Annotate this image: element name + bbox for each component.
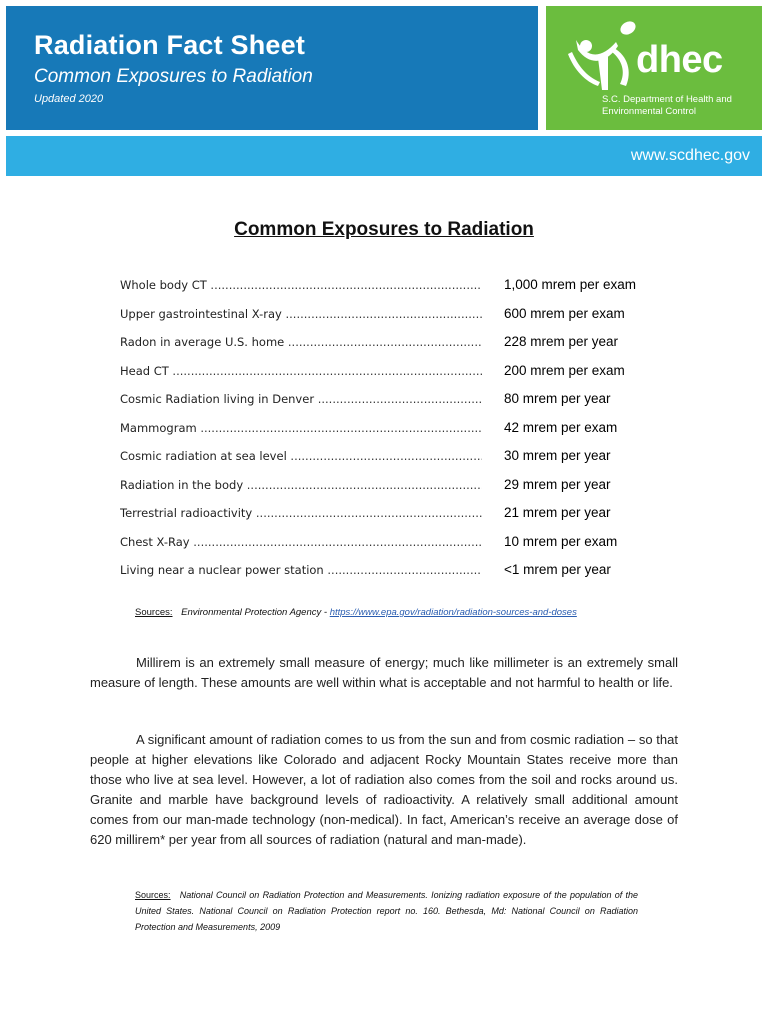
page-subtitle: Common Exposures to Radiation bbox=[34, 66, 313, 87]
exposure-dose: 29 mrem per year bbox=[504, 476, 611, 492]
sources-text: National Council on Radiation Protection and Measurements. Ionizing radiation exposure of the population of the United States. National Council on Radiation Protection report no. 160. Bethesda, Md: National Council on Radiation Protection and Measurements, 2009 bbox=[135, 890, 638, 932]
agency-line-2: Environmental Control bbox=[602, 106, 696, 117]
exposure-row bbox=[120, 535, 680, 564]
exposure-row bbox=[120, 364, 680, 393]
exposure-label: Chest X-Ray ..... bbox=[120, 535, 482, 549]
exposure-row bbox=[120, 449, 680, 478]
updated-date: Updated 2020 bbox=[34, 93, 104, 105]
dhec-palmetto-figure-icon bbox=[568, 20, 638, 92]
exposure-row bbox=[120, 506, 680, 535]
exposure-dose: 10 mrem per exam bbox=[504, 533, 618, 549]
exposure-row bbox=[120, 307, 680, 336]
page-title: Radiation Fact Sheet bbox=[34, 30, 306, 60]
exposure-dose: 21 mrem per year bbox=[504, 505, 611, 520]
exposure-dose: 42 mrem per exam bbox=[504, 419, 618, 435]
exposure-dose: 228 mrem per year bbox=[504, 334, 619, 349]
paragraph-millirem: Millirem is an extremely small measure of energy; much like millimeter is an extremely small measure of length. These amounts are well within what is acceptable and not harmful to health or life. bbox=[90, 655, 678, 690]
exposure-label: Cosmic Radiation living in Denver ..... bbox=[120, 392, 482, 406]
agency-name bbox=[602, 94, 762, 118]
exposure-dose: 80 mrem per year bbox=[504, 391, 611, 406]
agency-line-1: S.C. Department of Health and bbox=[602, 94, 732, 105]
exposure-row bbox=[120, 335, 680, 364]
sources-ncrp bbox=[135, 887, 638, 935]
exposure-label: Cosmic radiation at sea level ..... bbox=[120, 449, 482, 463]
exposure-label: Mammogram ..... bbox=[120, 421, 482, 435]
paragraph-sources-of-radiation: A significant amount of radiation comes to us from the sun and from cosmic radiation – so that people at higher elevations like Colorado and adjacent Rocky Mountain States receive more than those who live at sea level. However, a lot of radiation also comes from the soil and rocks around us. Granite and marble have background levels of radioactivity. A relatively small additional amount comes from our man-made technology (non-medical). In fact, American’s receive an average dose of 620 millirem* per year from all sources of radiation (natural and man-made). bbox=[90, 732, 678, 847]
exposure-label: Terrestrial radioactivity ..... bbox=[120, 506, 482, 520]
sources-epa bbox=[135, 607, 577, 618]
website-band bbox=[6, 136, 762, 176]
exposure-dose: 600 mrem per exam bbox=[504, 305, 625, 321]
exposure-row bbox=[120, 392, 680, 421]
exposure-row bbox=[120, 478, 680, 507]
sources-label: Sources: bbox=[135, 607, 173, 618]
dhec-wordmark: dhec bbox=[636, 39, 723, 81]
exposure-label: Radon in average U.S. home ..... bbox=[120, 335, 482, 349]
exposure-label: Radiation in the body ..... bbox=[120, 478, 482, 492]
epa-link[interactable]: https://www.epa.gov/radiation/radiation-sources-and-doses bbox=[329, 607, 577, 618]
dhec-logo-block[interactable] bbox=[546, 6, 762, 130]
exposure-label: Upper gastrointestinal X-ray ..... bbox=[120, 307, 482, 321]
exposure-row bbox=[120, 563, 680, 592]
exposure-label: Whole body CT ..... bbox=[120, 278, 482, 292]
sources-label: Sources: bbox=[135, 890, 171, 900]
exposure-row bbox=[120, 421, 680, 450]
section-heading: Common Exposures to Radiation bbox=[234, 219, 534, 240]
exposure-label: Living near a nuclear power station ..... bbox=[120, 563, 482, 577]
exposure-dose: 30 mrem per year bbox=[504, 448, 611, 463]
exposure-dose: 1,000 mrem per exam bbox=[504, 277, 637, 292]
exposure-dose: 200 mrem per exam bbox=[504, 362, 625, 378]
exposure-label: Head CT ..... bbox=[120, 364, 482, 378]
header-banner bbox=[6, 6, 538, 130]
exposure-list bbox=[120, 278, 680, 592]
exposure-row bbox=[120, 278, 680, 307]
website-link[interactable]: www.scdhec.gov bbox=[630, 147, 750, 164]
exposure-dose: <1 mrem per year bbox=[504, 562, 611, 577]
sources-text: Environmental Protection Agency - bbox=[181, 607, 330, 618]
